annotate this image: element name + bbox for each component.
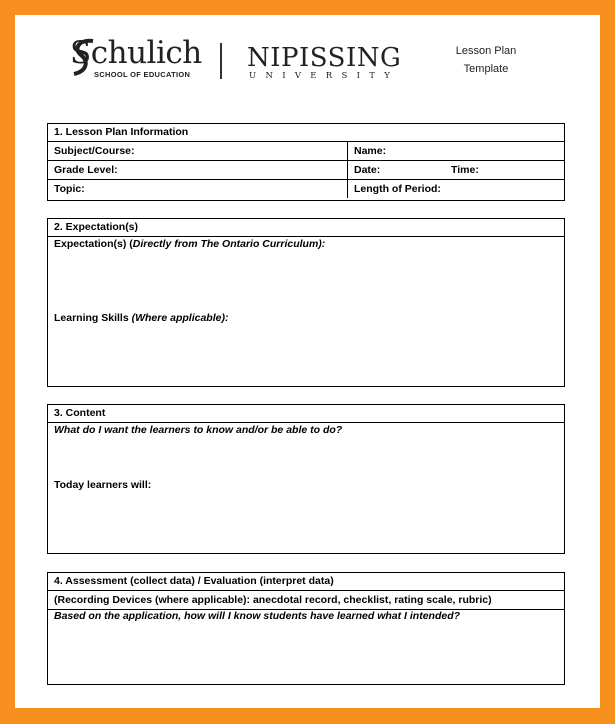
section-heading: 3. Content (48, 405, 564, 423)
document-page (15, 15, 600, 708)
assessment-question[interactable]: Based on the application, how will I know students have learned what I intended? (54, 610, 461, 622)
grade-level-field[interactable]: Grade Level: (48, 161, 348, 179)
table-row (48, 180, 564, 198)
date-field[interactable]: Date: (354, 164, 381, 176)
expectations-label-italic: Directly from The Ontario Curriculum): (132, 238, 326, 250)
section-content (47, 404, 565, 554)
document-title-line1: Lesson Plan (455, 45, 517, 57)
recording-devices-note: (Recording Devices (where applicable): anecdotal record, checklist, rating scale, rubric) (48, 591, 564, 610)
time-field[interactable]: Time: (451, 164, 479, 176)
learning-skills-label: Learning Skills (54, 312, 132, 324)
document-title (445, 42, 527, 78)
nipissing-name: NIPISSING (247, 43, 402, 73)
section-heading: 2. Expectation(s) (48, 219, 564, 237)
document-title-line2: Template (463, 63, 509, 75)
name-field[interactable]: Name: (354, 145, 387, 157)
table-row (48, 161, 564, 180)
section-lesson-plan-information (47, 123, 565, 201)
schulich-name: Schulich (70, 35, 202, 71)
length-of-period-field[interactable]: Length of Period: (354, 183, 441, 195)
nipissing-logo (247, 43, 407, 88)
section-expectations (47, 218, 565, 387)
subject-course-field[interactable]: Subject/Course: (48, 142, 348, 160)
document-header (15, 15, 600, 115)
section-heading: 4. Assessment (collect data) / Evaluation (interpret data) (48, 573, 564, 591)
learning-skills-label-italic: (Where applicable): (131, 312, 229, 324)
nipissing-subtitle: UNIVERSITY (249, 71, 400, 81)
expectations-field[interactable] (54, 238, 325, 250)
schulich-logo (70, 35, 210, 95)
section-assessment (47, 572, 565, 685)
content-question: What do I want the learners to know and/or be able to do? (54, 424, 343, 436)
logo-divider (220, 43, 222, 79)
date-time-cell (348, 161, 564, 179)
learning-skills-field[interactable] (54, 312, 228, 324)
schulich-subtitle: SCHOOL OF EDUCATION (94, 70, 191, 79)
expectations-label: Expectation(s) ( (54, 238, 133, 250)
table-row (48, 142, 564, 161)
today-learners-field[interactable]: Today learners will: (54, 479, 152, 491)
topic-field[interactable]: Topic: (48, 180, 348, 198)
section-heading: 1. Lesson Plan Information (48, 124, 564, 142)
